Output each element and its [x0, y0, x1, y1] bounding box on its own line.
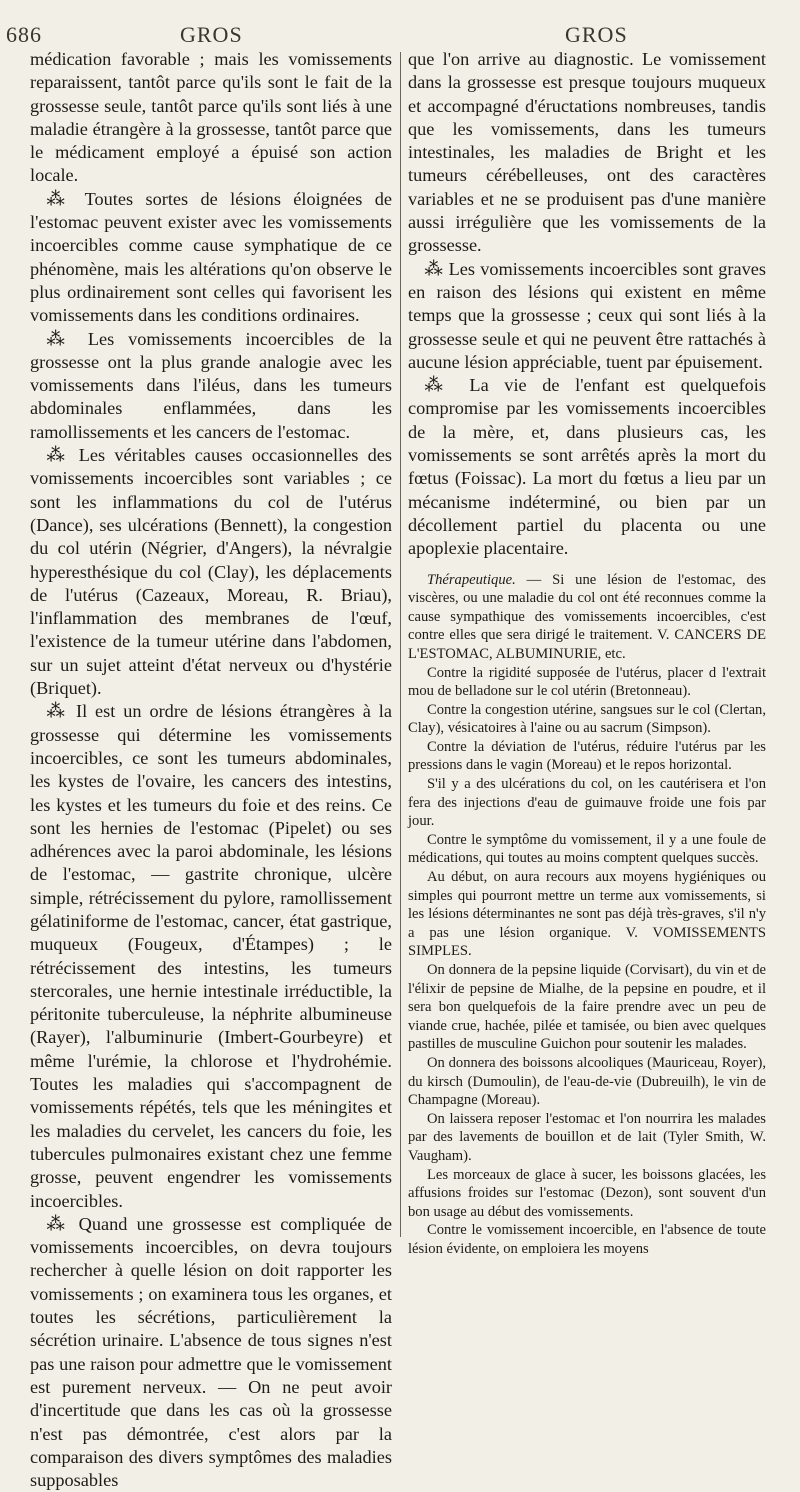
paragraph: médication favorable ; mais les vomissements reparaissent, tantôt parce qu'ils sont le fait de la grossesse seule, tantôt parce qu'ils sont liés à une maladie étrangère à la grossesse, tantôt parce que le médicament employé a épuisé son action locale.	[30, 49, 392, 186]
paragraph: Contre le vomissement incoercible, en l'absence de toute lésion évidente, on emploiera les moyens	[408, 1222, 766, 1257]
running-head-left: GROS	[180, 22, 243, 47]
paragraph: On donnera des boissons alcooliques (Mauriceau, Royer), du kirsch (Dumoulin), de l'eau-de-vie (Dubreuilh), le vin de Champagne (Moreau).	[408, 1054, 766, 1109]
paragraph: ⁂ Les vomissements incoercibles de la grossesse ont la plus grande analogie avec les vomissements dans l'iléus, dans les tumeurs abdominales enflammées, dans les ramollissements et les cancers de l'estomac.	[30, 328, 392, 442]
paragraph: ⁂ Il est un ordre de lésions étrangères à la grossesse qui détermine les vomissements incoercibles, ce sont les tumeurs abdominales, les kystes de l'ovaire, les cancers des intestins, les kystes et les tumeurs du foie et des reins. Ce sont les hernies de l'estomac (Pipelet) ou ses adhérences avec la paroi abdominale, les lésions de l'estomac, — gastrite chronique, ulcère simple, rétrécissement du pylore, ramollissement gélatiniforme de l'estomac, cancer, état gastrique, muqueux (Fougeux, d'Étampes) ; le rétrécissement des intestins, les tumeurs stercorales, une hernie intestinale irréductible, la péritonite tuberculeuse, la néphrite albumineuse (Rayer), l'albuminurie (Imbert-Gourbeyre) et même l'urémie, la chlorose et l'hydrohémie. Toutes les maladies qui s'accompagnent de vomissements répétés, tels que les méningites et les maladies du cervelet, les cancers du foie, les tubercules pulmonaires existant chez une femme grosse, peuvent engendrer les vomissements incoercibles.	[30, 701, 392, 1211]
therapeutics-section	[408, 571, 766, 1259]
paragraph: Au début, on aura recours aux moyens hygiéniques ou simples qui pourront mettre un terme aux vomissements, si les lésions déterminantes ne sont pas déjà très-graves, s'il n'y a pas une lésion organique. V. VOMISSEMENTS SIMPLES.	[408, 869, 766, 960]
paragraph: S'il y a des ulcérations du col, on les cautérisera et l'on fera des injections d'eau de guimauve froide une fois par jour.	[408, 776, 766, 830]
paragraph: Contre la rigidité supposée de l'utérus, placer d l'extrait mou de belladone sur le col utérin (Bretonneau).	[408, 664, 766, 700]
right-column-body	[408, 48, 766, 561]
paragraph: On laissera reposer l'estomac et l'on nourrira les malades par des lavements de bouillon et de lait (Tyler Smith, W. Vaugham).	[408, 1110, 766, 1164]
right-column	[408, 48, 766, 1257]
paragraph: ⁂ La vie de l'enfant est quelquefois compromise par les vomissements incoercibles de la mère, et, dans plusieurs cas, les vomissements se sont arrêtés après la mort du fœtus (Foissac). La mort du fœtus a lieu par un mécanisme indéterminé, ou bien par un décollement partiel du placenta ou une apoplexie placentaire.	[408, 375, 766, 559]
paragraph: que l'on arrive au diagnostic. Le vomissement dans la grossesse est presque toujours muqueux et accompagné d'éructations nombreuses, tandis que les vomissements, dans les tumeurs intestinales, les maladies de Bright et les tumeurs cérébelleuses, ont des caractères variables et ne se produisent pas d'une manière aussi irrégulière que les vomissements de la grossesse.	[408, 49, 766, 256]
paragraph: ⁂ Toutes sortes de lésions éloignées de l'estomac peuvent exister avec les vomissements incoercibles comme cause symphatique de ce phénomène, mais les altérations qu'on observe le plus ordinairement sont celles qui favorisent les vomissements dans les conditions ordinaires.	[30, 188, 392, 326]
running-head-right: GROS	[565, 22, 628, 47]
column-divider	[400, 52, 401, 1237]
therapeutics-intro	[408, 571, 766, 664]
paragraph: Contre la déviation de l'utérus, réduire l'utérus par les pressions dans le vagin (Moreau) et le repos horizontal.	[408, 738, 766, 774]
paragraph: Les morceaux de glace à sucer, les boissons glacées, les affusions froides sur l'estomac (Dezon), sont souvent d'un bon usage au début des vomissements.	[408, 1166, 766, 1220]
left-column	[30, 48, 392, 1491]
paragraph: Contre la congestion utérine, sangsues sur le col (Clertan, Clay), vésicatoires à l'aine ou au sacrum (Simpson).	[408, 701, 766, 737]
paragraph: ⁂ Les véritables causes occasionnelles des vomissements incoercibles sont variables ; ce sont les inflammations du col de l'utérus (Dance), ses ulcérations (Bennett), la congestion du col utérin (Négrier, d'Angers), la névralgie hyperesthésique du col (Clay), les déplacements de l'utérus (Cazeaux, Moreau, R. Briau), l'inflammation des membranes de l'œuf, l'existence de la tumeur utérine dans l'abdomen, sur un sujet atteint d'état nerveux ou d'hystérie (Briquet).	[30, 445, 392, 699]
paragraph: On donnera de la pepsine liquide (Corvisart), du vin et de l'élixir de pepsine de Mialhe, de la pepsine en poudre, et il sera bon quelquefois de la faire prendre avec un peu de viande crue, hachée, pilée et tamisée, ou bien avec quelques pastilles de musculine Guichon pour soutenir les malades.	[408, 962, 766, 1053]
therapeutics-heading: Thérapeutique.	[426, 571, 516, 588]
paragraph: ⁂ Quand une grossesse est compliquée de vomissements incoercibles, on devra toujours rechercher à quelle lésion on doit rapporter les vomissements ; on examinera tous les organes, et toutes les sécrétions, particulièrement la sécrétion urinaire. L'absence de tous signes n'est pas une raison pour admettre que le vomissement est purement nerveux. — On ne peut avoir d'incertitude que dans les cas où la grossesse n'est pas démontrée, c'est alors par la comparaison des divers symptômes des maladies supposables	[30, 1213, 392, 1491]
page-number: 686	[6, 22, 42, 47]
therapeutics-intro-text: — Si une lésion de l'estomac, des viscères, ou une maladie du col ont été reconnues comme la cause sympathique des vomissements incoercibles, c'est contre elles que sera dirigé le traitement. V. CANCERS DE L'ESTOMAC, ALBUMINURIE, etc.	[408, 571, 766, 662]
paragraph: ⁂ Les vomissements incoercibles sont graves en raison des lésions qui existent en même temps que la grossesse ; ceux qui sont liés à la grossesse seule et qui ne peuvent être rattachés à aucune lésion appréciable, tuent par épuisement.	[408, 258, 766, 372]
paragraph: Contre le symptôme du vomissement, il y a une foule de médications, qui toutes au moins comptent quelques succès.	[408, 831, 766, 867]
